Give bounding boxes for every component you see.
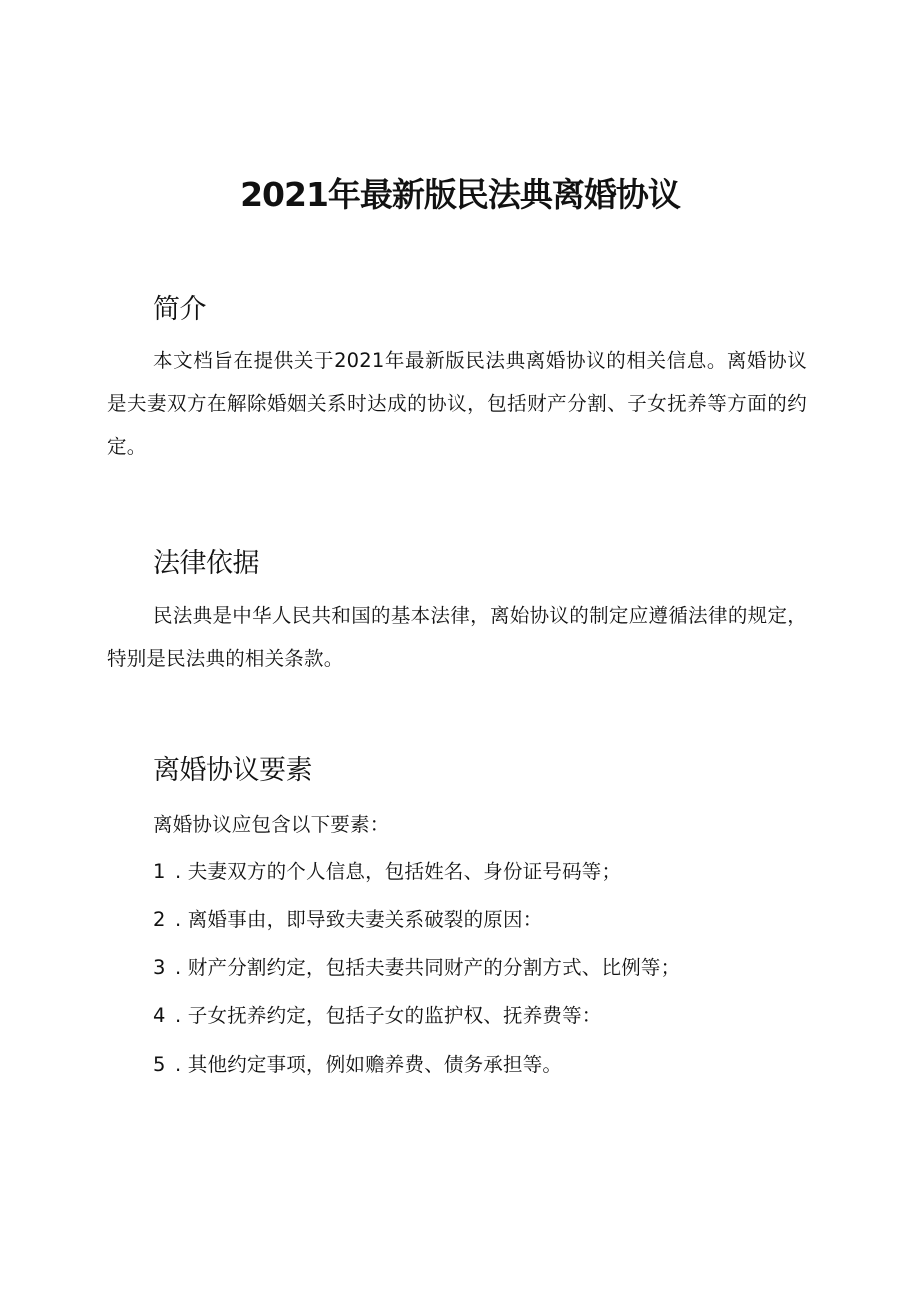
list-item-text: . 离婚事由，即导致夫妻关系破裂的原因： <box>175 908 543 931</box>
elements-intro: 离婚协议应包含以下要素： <box>153 813 390 836</box>
list-item <box>153 1001 602 1031</box>
list-item <box>153 953 680 983</box>
list-item-text: . 财产分割约定，包括夫妻共同财产的分割方式、比例等； <box>175 956 681 979</box>
section-heading-elements: 离婚协议要素 <box>153 755 312 786</box>
list-item-text: . 其他约定事项，例如赡养费、债务承担等。 <box>175 1053 563 1076</box>
list-item <box>153 905 542 935</box>
list-item-text: . 子女抚养约定，包括子女的监护权、抚养费等： <box>175 1004 602 1027</box>
section-paragraph-legal-basis: 民法典是中华人民共和国的基本法律，离始协议的制定应遵循法律的规定，特别是民法典的相关条款。 <box>107 604 807 670</box>
list-item-number: 3 <box>153 956 166 979</box>
list-item-number: 2 <box>153 908 166 931</box>
list-item-number: 4 <box>153 1004 166 1027</box>
list-item-number: 5 <box>153 1053 166 1076</box>
list-item-number: 1 <box>153 860 166 883</box>
section-heading-legal-basis: 法律依据 <box>153 548 259 579</box>
section-heading-intro: 简介 <box>153 294 206 325</box>
list-item-text: . 夫妻双方的个人信息，包括姓名、身份证号码等； <box>175 860 622 883</box>
list-item <box>153 1050 562 1080</box>
list-item <box>153 857 621 887</box>
section-paragraph-intro: 本文档旨在提供关于2021年最新版民法典离婚协议的相关信息。离婚协议是夫妻双方在解除婚姻关系时达成的协议，包括财产分割、子女抚养等方面的约定。 <box>107 349 807 458</box>
document-title: 2021年最新版民法典离婚协议 <box>240 175 680 214</box>
